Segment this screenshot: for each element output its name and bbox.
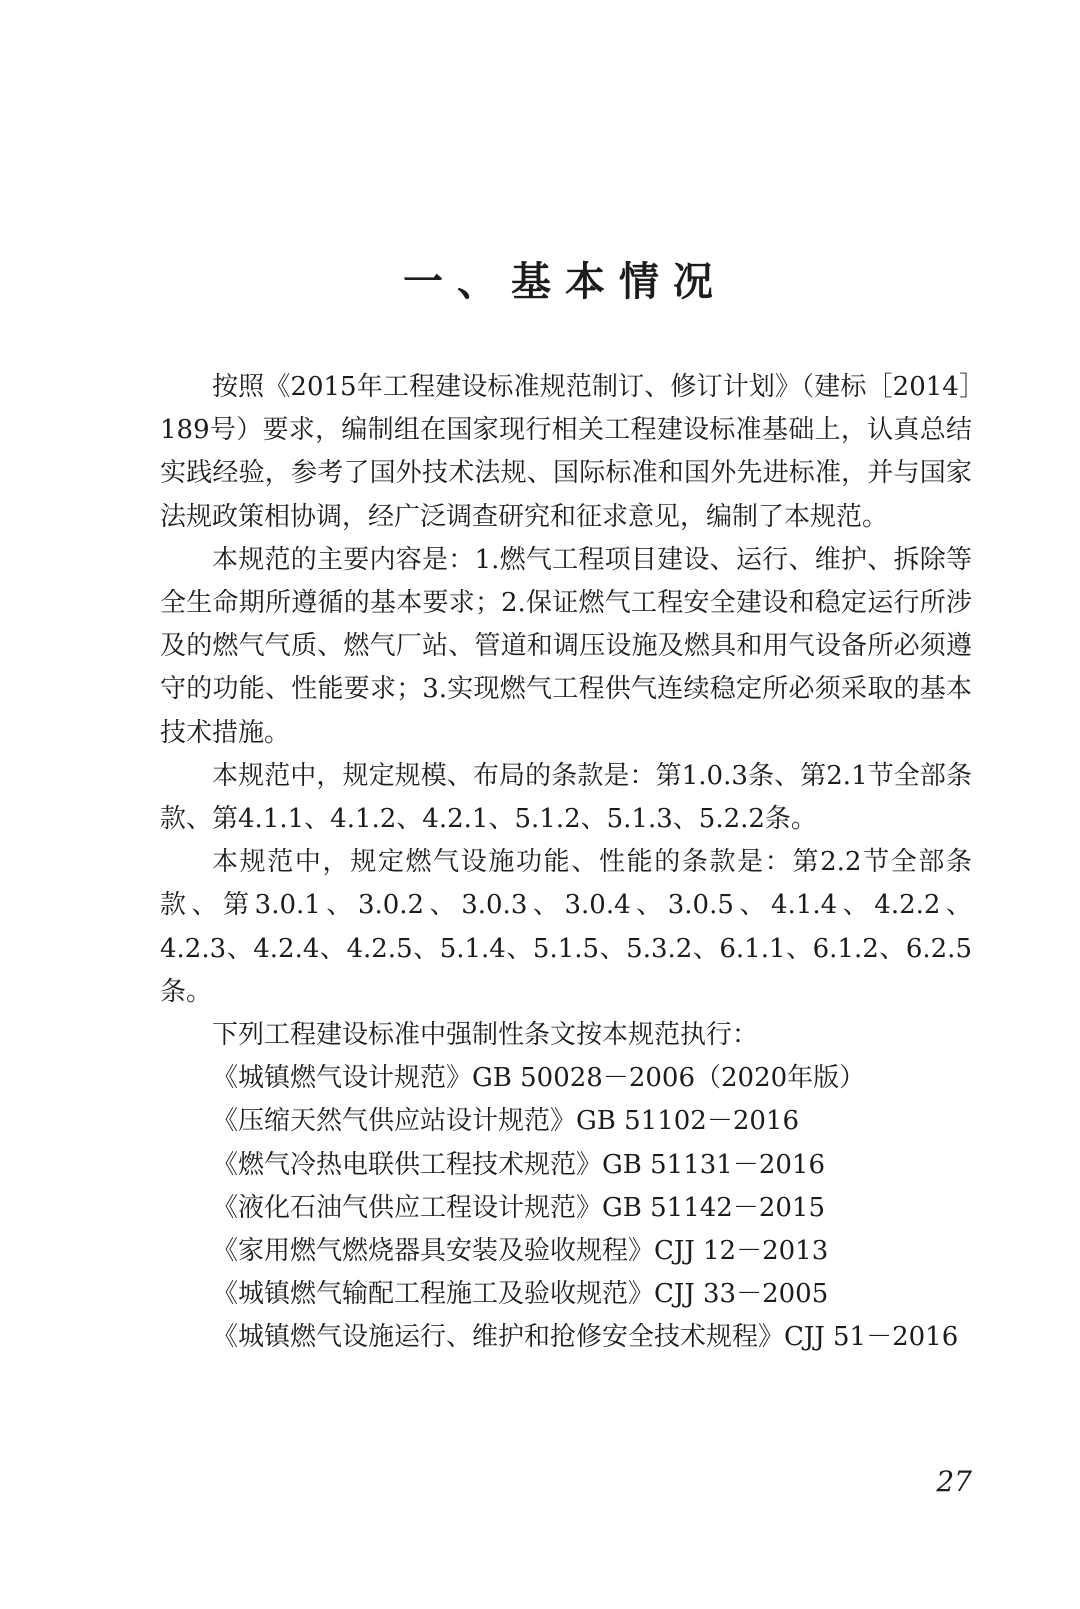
body-text <box>160 366 972 1360</box>
standard-item: 《城镇燃气设计规范》GB 50028－2006（2020年版） <box>212 1063 866 1094</box>
paragraph-main-content: 本规范的主要内容是：1.燃气工程项目建设、运行、维护、拆除等全生命期所遵循的基本要求；2.保证燃气工程安全建设和稳定运行所涉及的燃气气质、燃气厂站、管道和调压设施及燃具和用气设备所必须遵守的功能、性能要求；3.实现燃气工程供气连续稳定所必须采取的基本技术措施。 <box>160 544 972 748</box>
standard-item: 《燃气冷热电联供工程技术规范》GB 51131－2016 <box>212 1149 826 1180</box>
standard-item: 《液化石油气供应工程设计规范》GB 51142－2015 <box>212 1192 826 1223</box>
paragraph-standards-intro: 下列工程建设标准中强制性条文按本规范执行： <box>212 1020 759 1051</box>
page-number: 27 <box>936 1465 972 1498</box>
standard-item: 《家用燃气燃烧器具安装及验收规程》CJJ 12－2013 <box>212 1236 829 1267</box>
paragraph-background: 按照《2015年工程建设标准规范制订、修订计划》（建标［2014］189号）要求，编制组在国家现行相关工程建设标准基础上，认真总结实践经验，参考了国外技术法规、国际标准和国外先进标准，并与国家法规政策相协调，经广泛调查研究和征求意见，编制了本规范。 <box>160 372 972 532</box>
standard-item: 《压缩天然气供应站设计规范》GB 51102－2016 <box>212 1106 800 1137</box>
section-title: 一、基本情况 <box>403 258 727 305</box>
standard-item: 《城镇燃气输配工程施工及验收规范》CJJ 33－2005 <box>212 1279 829 1310</box>
standard-item: 《城镇燃气设施运行、维护和抢修安全技术规程》CJJ 51－2016 <box>212 1322 959 1353</box>
standards-list <box>160 1057 972 1359</box>
paragraph-function-performance-clauses: 本规范中，规定燃气设施功能、性能的条款是：第2.2节全部条款、第3.0.1、3.0.2、3.0.3、3.0.4、3.0.5、4.1.4、4.2.2、4.2.3、4.2.4、4.2.5、5.1.4、5.1.5、5.3.2、6.1.1、6.1.2、6.2.5条。 <box>160 847 972 1007</box>
paragraph-scale-layout-clauses: 本规范中，规定规模、布局的条款是：第1.0.3条、第2.1节全部条款、第4.1.1、4.1.2、4.2.1、5.1.2、5.1.3、5.2.2条。 <box>160 760 972 835</box>
